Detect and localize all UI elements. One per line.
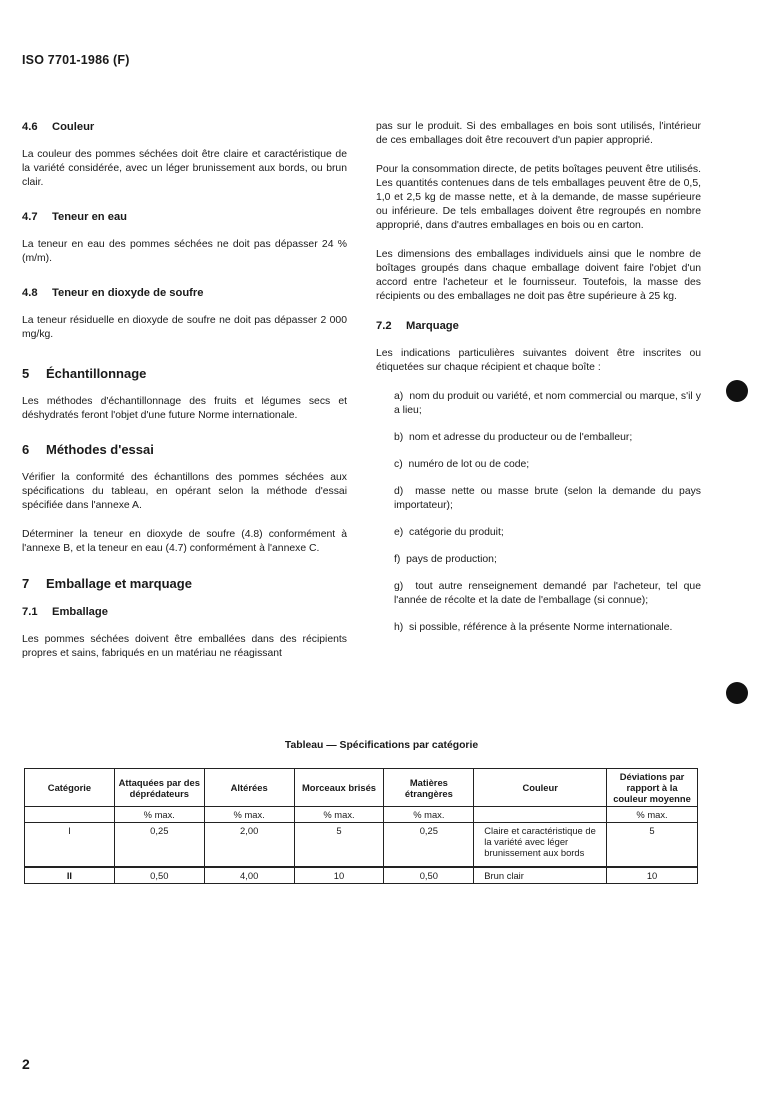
list-item: g) tout autre renseignement demandé par l'acheteur, tel que l'année de récolte et la date de l'emballage (si connue); — [394, 581, 701, 606]
section-6-text-2: Déterminer la teneur en dioxyde de soufre (4.8) conformément à l'annexe B, et la teneur en eau (4.7) conformément à l'annexe C. — [22, 529, 347, 554]
page-number: 2 — [22, 1056, 30, 1072]
section-6-heading: 6 Méthodes d'essai — [22, 442, 154, 457]
marking-list — [376, 390, 701, 635]
margin-marker-dot — [726, 380, 748, 402]
header-categorie: Catégorie — [25, 769, 115, 807]
section-4-8-text: La teneur résiduelle en dioxyde de soufre ne doit pas dépasser 2 000 mg/kg. — [22, 315, 347, 340]
header-attaquees: Attaquées par des déprédateurs — [114, 769, 204, 807]
packaging-text-1: pas sur le produit. Si des emballages en bois sont utilisés, l'intérieur de ces emballages doit être recouvert d'un papier approprié. — [376, 121, 701, 146]
section-4-6-text: La couleur des pommes séchées doit être claire et caractéristique de la variété considérée, avec un léger brunissement aux bords, ou brun clair. — [22, 149, 347, 188]
list-item: e) catégorie du produit; — [394, 527, 504, 538]
left-column — [22, 120, 347, 676]
table-row: II 0,50 4,00 10 0,50 Brun clair 10 — [25, 867, 698, 884]
list-item: a) nom du produit ou variété, et nom commercial ou marque, s'il y a lieu; — [394, 391, 701, 416]
section-6-text-1: Vérifier la conformité des échantillons des pommes séchées aux spécifications du tableau, en opérant selon la méthode d'essai spécifiée dans l'annexe A. — [22, 472, 347, 511]
section-7-2-heading: 7.2 Marquage — [376, 320, 459, 332]
section-4-6-heading: 4.6 Couleur — [22, 121, 95, 133]
packaging-text-3: Les dimensions des emballages individuels ainsi que le nombre de boîtages groupés dans chaque emballage doivent faire l'objet d'un accord entre l'acheteur et le fournisseur. Toutefois, la masse des récipients ou des emballages ne doit pas être supérieure à 25 kg. — [376, 249, 701, 302]
table-units-row: % max. % max. % max. % max. % max. — [25, 807, 698, 823]
margin-marker-dot — [726, 682, 748, 704]
section-7-1-text: Les pommes séchées doivent être emballées dans des récipients propres et sains, fabriqués en un matériau ne réagissant — [22, 634, 347, 659]
header-deviations: Déviations par rapport à la couleur moyenne — [607, 769, 698, 807]
section-4-7-text: La teneur en eau des pommes séchées ne doit pas dépasser 24 % (m/m). — [22, 239, 347, 264]
list-item: c) numéro de lot ou de code; — [394, 459, 530, 470]
section-5-text: Les méthodes d'échantillonnage des fruits et légumes secs et déshydratés feront l'objet d'une future Norme internationale. — [22, 396, 347, 421]
right-column — [376, 120, 701, 648]
table-row: I 0,25 2,00 5 0,25 Claire et caractéristique de la variété avec léger brunissement aux bords 5 — [25, 823, 698, 867]
section-4-8-heading: 4.8 Teneur en dioxyde de soufre — [22, 287, 204, 299]
header-morceaux: Morceaux brisés — [294, 769, 384, 807]
section-7-heading: 7 Emballage et marquage — [22, 576, 192, 591]
section-7-1-heading: 7.1 Emballage — [22, 606, 108, 618]
list-item: d) masse nette ou masse brute (selon la demande du pays importateur); — [394, 486, 701, 511]
header-couleur: Couleur — [474, 769, 607, 807]
list-item: b) nom et adresse du producteur ou de l'emballeur; — [394, 432, 633, 443]
specifications-table — [24, 768, 698, 884]
section-5-heading: 5 Échantillonnage — [22, 366, 147, 381]
packaging-text-2: Pour la consommation directe, de petits boîtages peuvent être utilisés. Les quantités contenues dans de tels emballages peuvent être de 0,5, 1,0 et 2,5 kg de masse nette, et à la demande, de masse supérieure ou inférieure. De tels emballages doivent être regroupés en nombre approprié, dans d'autres emballages en bois ou en carton. — [376, 164, 701, 231]
document-header: ISO 7701-1986 (F) — [22, 53, 130, 67]
list-item: h) si possible, référence à la présente Norme internationale. — [394, 622, 673, 633]
table-caption: Tableau — Spécifications par catégorie — [284, 740, 479, 751]
header-alterees: Altérées — [204, 769, 294, 807]
header-matieres: Matières étrangères — [384, 769, 474, 807]
section-7-2-text: Les indications particulières suivantes doivent être inscrites ou étiquetées sur chaque récipient et chaque boîte : — [376, 348, 701, 373]
list-item: f) pays de production; — [394, 554, 497, 565]
section-4-7-heading: 4.7 Teneur en eau — [22, 211, 128, 223]
table-header-row — [25, 769, 698, 807]
